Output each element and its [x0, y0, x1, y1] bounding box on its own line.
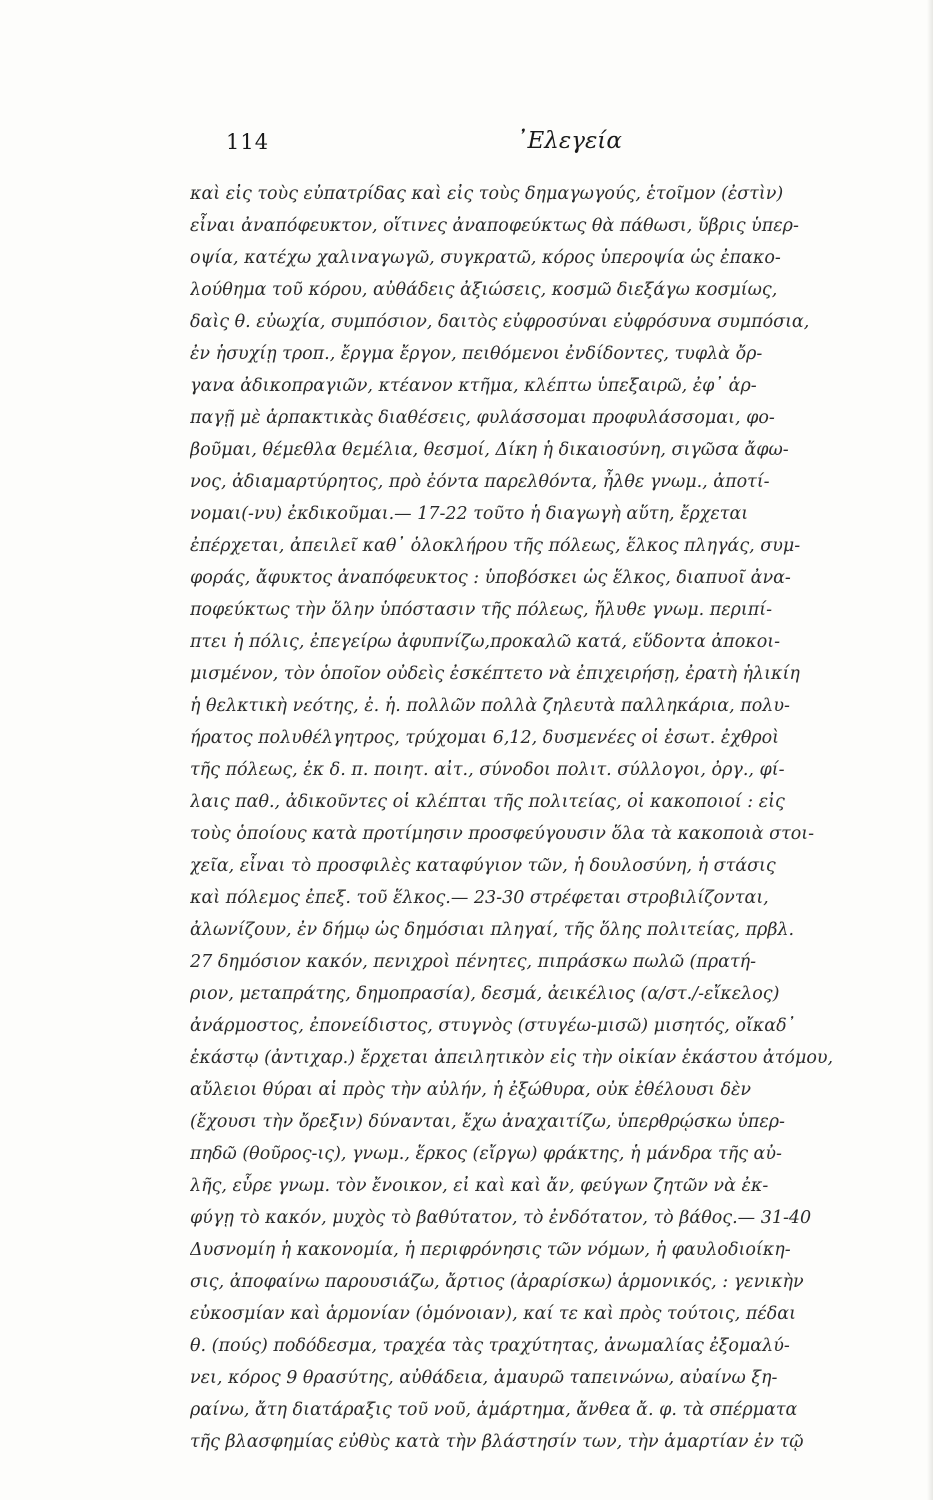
text-line: παγῇ μὲ ἁρπακτικὰς διαθέσεις, φυλάσσομαι προφυλάσσομαι, φο- [190, 408, 775, 428]
text-line: καὶ εἰς τοὺς εὐπατρίδας καὶ εἰς τοὺς δημαγωγούς, ἑτοῖμον (ἐστὶν) [190, 184, 784, 204]
text-line: φύγῃ τὸ κακόν, μυχὸς τὸ βαθύτατον, τὸ ἐνδότατον, τὸ βάθος.— 31-40 [190, 1208, 812, 1228]
text-line: δαὶς θ. εὐωχία, συμπόσιον, δαιτὸς εὐφροσύναι εὐφρόσυνα συμπόσια, [190, 312, 810, 332]
page-number: 114 [226, 130, 270, 154]
text-line: Δυσνομίη ἡ κακονομία, ἡ περιφρόνησις τῶν νόμων, ἡ φαυλοδιοίκη- [190, 1240, 791, 1260]
text-line: ἀλωνίζουν, ἐν δήμῳ ὡς δημόσιαι πληγαί, τῆς ὅλης πολιτείας, πρβλ. [190, 920, 795, 940]
scan-edge-shadow [927, 0, 933, 1500]
text-line: γανα ἀδικοπραγιῶν, κτέανον κτῆμα, κλέπτω ὑπεξαιρῶ, ἐφ᾿ ἁρ- [190, 376, 757, 396]
text-line: νομαι(-νυ) ἐκδικοῦμαι.— 17-22 τοῦτο ἡ διαγωγὴ αὕτη, ἔρχεται [190, 504, 749, 524]
page-header [226, 128, 866, 168]
text-line: νει, κόρος 9 θρασύτης, αὐθάδεια, ἀμαυρῶ ταπεινώνω, αὐαίνω ξη- [190, 1368, 778, 1388]
text-line: θ. (πούς) ποδόδεσμα, τραχέα τὰς τραχύτητας, ἀνωμαλίας ἐξομαλύ- [190, 1336, 790, 1356]
text-line: λούθημα τοῦ κόρου, αὐθάδεις ἀξιώσεις, κοσμῶ διεξάγω κοσμίως, [190, 280, 778, 300]
text-line: ἡ θελκτικὴ νεότης, ἐ. ἡ. πολλῶν πολλὰ ζηλευτὰ παλληκάρια, πολυ- [190, 696, 790, 716]
text-line: σις, ἀποφαίνω παρουσιάζω, ἄρτιος (ἀραρίσκω) ἁρμονικός, : γενικὴν [190, 1272, 804, 1292]
text-line: τοὺς ὁποίους κατὰ προτίμησιν προσφεύγουσιν ὅλα τὰ κακοποιὰ στοι- [190, 824, 815, 844]
text-line: λαις παθ., ἀδικοῦντες οἱ κλέπται τῆς πολιτείας, οἱ κακοποιοί : εἰς [190, 792, 785, 812]
text-line: χεῖα, εἶναι τὸ προσφιλὲς καταφύγιον τῶν, ἡ δουλοσύνη, ἡ στάσις [190, 856, 776, 876]
text-line: βοῦμαι, θέμεθλα θεμέλια, θεσμοί, Δίκη ἡ δικαιοσύνη, σιγῶσα ἄφω- [190, 440, 789, 460]
text-line: τῆς πόλεως, ἐκ δ. π. ποιητ. αἰτ., σύνοδοι πολιτ. σύλλογοι, ὀργ., φί- [190, 760, 785, 780]
text-line: 27 δημόσιον κακόν, πενιχροὶ πένητες, πιπράσκω πωλῶ (πρατή- [190, 952, 757, 972]
text-line: λῆς, εὗρε γνωμ. τὸν ἔνοικον, εἰ καὶ καὶ ἄν, φεύγων ζητῶν νὰ ἐκ- [190, 1176, 769, 1196]
text-line: ἐπέρχεται, ἀπειλεῖ καθ᾿ ὁλοκλήρου τῆς πόλεως, ἕλκος πληγάς, συμ- [190, 536, 801, 556]
text-line: εἶναι ἀναπόφευκτον, οἵτινες ἀναποφεύκτως θὰ πάθωσι, ὕβρις ὑπερ- [190, 216, 799, 236]
text-line: πηδῶ (θοῦρος-ις), γνωμ., ἕρκος (εἴργω) φράκτης, ἡ μάνδρα τῆς αὐ- [190, 1144, 782, 1164]
text-line: καὶ πόλεμος ἐπεξ. τοῦ ἕλκος.— 23-30 στρέφεται στροβιλίζονται, [190, 888, 769, 908]
text-line: ριον, μεταπράτης, δημοπρασία), δεσμά, ἀεικέλιος (α/στ./-εἴκελος) [190, 984, 780, 1004]
text-line: πτει ἡ πόλις, ἐπεγείρω ἀφυπνίζω,προκαλῶ κατά, εὕδοντα ἀποκοι- [190, 632, 781, 652]
text-line: φοράς, ἄφυκτος ἀναπόφευκτος : ὑποβόσκει ὡς ἕλκος, διαπυοῖ ἀνα- [190, 568, 791, 588]
text-line: ποφεύκτως τὴν ὅλην ὑπόστασιν τῆς πόλεως, ἤλυθε γνωμ. περιπί- [190, 600, 773, 620]
text-line: εὐκοσμίαν καὶ ἁρμονίαν (ὁμόνοιαν), καί τε καὶ πρὸς τούτοις, πέδαι [190, 1304, 796, 1324]
text-line: (ἔχουσι τὴν ὄρεξιν) δύνανται, ἔχω ἀναχαιτίζω, ὑπερθρῴσκω ὑπερ- [190, 1112, 785, 1132]
text-line: μισμένον, τὸν ὁποῖον οὐδεὶς ἐσκέπτετο νὰ ἐπιχειρήσῃ, ἐρατὴ ἡλικίη [190, 664, 800, 684]
text-line: ἐν ἡσυχίῃ τροπ., ἔργμα ἔργον, πειθόμενοι ἐνδίδοντες, τυφλὰ ὄρ- [190, 344, 763, 364]
text-line: νος, ἀδιαμαρτύρητος, πρὸ ἐόντα παρελθόντα, ἦλθε γνωμ., ἀποτί- [190, 472, 770, 492]
text-line: ραίνω, ἄτη διατάραξις τοῦ νοῦ, ἁμάρτημα, ἄνθεα ἄ. φ. τὰ σπέρματα [190, 1400, 798, 1420]
text-line: ήρατος πολυθέλγητρος, τρύχομαι 6,12, δυσμενέες οἱ ἐσωτ. ἐχθροὶ [190, 728, 780, 748]
text-line: ἀνάρμοστος, ἐπονείδιστος, στυγνὸς (στυγέω-μισῶ) μισητός, οἴκαδ᾿ [190, 1016, 796, 1036]
running-title: ᾿Ελεγεία [516, 128, 622, 154]
text-line: αὔλειοι θύραι αἱ πρὸς τὴν αὐλήν, ἡ ἐξώθυρα, οὐκ ἐθέλουσι δὲν [190, 1080, 752, 1100]
text-line: ἑκάστῳ (ἀντιχαρ.) ἔρχεται ἀπειλητικὸν εἰς τὴν οἰκίαν ἑκάστου ἀτόμου, [190, 1048, 834, 1068]
commentary-text [190, 178, 902, 1458]
text-line: τῆς βλασφημίας εὐθὺς κατὰ τὴν βλάστησίν των, τὴν ἁμαρτίαν ἐν τῷ [190, 1432, 804, 1452]
text-line: οψία, κατέχω χαλιναγωγῶ, συγκρατῶ, κόρος ὑπεροψία ὡς ἐπακο- [190, 248, 781, 268]
